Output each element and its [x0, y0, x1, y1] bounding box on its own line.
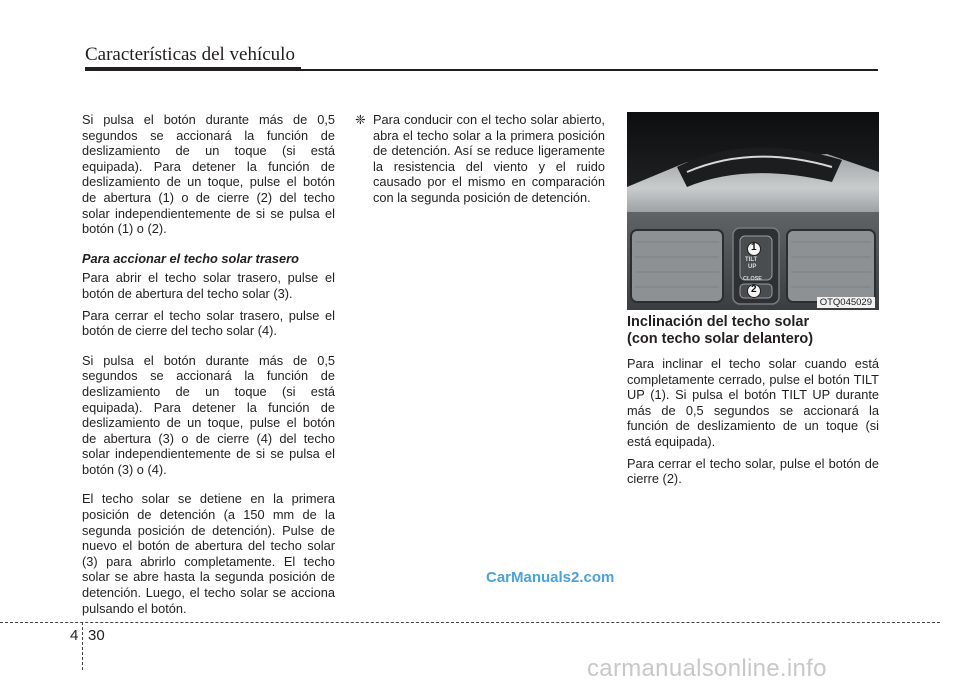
col1-paragraph-4: Si pulsa el botón durante más de 0,5 segundos se accionará la función de deslizamiento de un toque (si está equipada). Para detener la función de deslizamiento de un toque, pulse el botón de abertura (3) o de cierre (4) del techo solar independientemente de si se pulsa el botón (3) o (4).: [82, 352, 335, 477]
note-text: Para conducir con el techo solar abierto, abra el techo solar a la primera posición de detención. Así se reduce ligeramente la resistencia del viento y el ruido causado por el mismo en comparación con la segunda posición de detención.: [373, 112, 605, 205]
page-header-title: Características del vehículo: [85, 44, 295, 65]
footer-page-number: 30: [88, 627, 105, 644]
col3-paragraph-2: Para cerrar el techo solar, pulse el botón de cierre (2).: [627, 455, 879, 487]
figure-btn-up: UP: [748, 264, 757, 270]
col3-heading-line-2: (con techo solar delantero): [627, 331, 814, 347]
header-rule-thick: [85, 67, 301, 71]
col3-heading: [627, 314, 879, 348]
col1-paragraph-1: Si pulsa el botón durante más de 0,5 segundos se accionará la función de deslizamiento de un toque (si está equipada). Para detener la función de deslizamiento de un toque, pulse el botón de abertura (1) o de cierre (2) del techo solar independientemente de si se pulsa el botón (1) o (2).: [82, 112, 335, 237]
col1-paragraph-2: Para abrir el techo solar trasero, pulse el botón de abertura del techo solar (3).: [82, 270, 335, 301]
col3-paragraph-1: Para inclinar el techo solar cuando está completamente cerrado, pulse el botón TILT UP (1). Si pulsa el botón TILT UP durante más de 0,5 segundos se accionará la función de deslizamiento de un toque (si está equipada).: [627, 356, 879, 449]
footer-dashed-rule: [0, 622, 940, 623]
watermark-carmanuals2[interactable]: CarManuals2.com: [486, 569, 615, 586]
col1-paragraph-5: El techo solar se detiene en la primera posición de detención (a 150 mm de la segunda posición de detención). Pulse de nuevo el botón de abertura del techo solar (3) para abrirlo completamente. El techo solar se abre hasta la segunda posición de detención. Luego, el techo solar se acciona pulsando el botón.: [82, 491, 335, 616]
watermark-carmanualsonline[interactable]: carmanualsonline.info: [587, 655, 827, 682]
col1-paragraph-3: Para cerrar el techo solar trasero, pulse el botón de cierre del techo solar (4).: [82, 307, 335, 339]
col1-subheading: Para accionar el techo solar trasero: [82, 250, 299, 266]
header-rule-thin: [301, 69, 878, 71]
figure-label-1: 1: [751, 242, 757, 253]
note-mark-icon: ❈: [355, 112, 366, 127]
footer-section-number: 4: [70, 627, 79, 644]
column-2: [355, 112, 605, 206]
figure-label-2: 2: [751, 284, 757, 295]
footer-vertical-rule: [82, 622, 83, 670]
note-block: [355, 112, 605, 206]
figure-btn-close: CLOSE: [743, 276, 762, 282]
col3-heading-line-1: Inclinación del techo solar: [627, 314, 810, 330]
sunroof-figure: [627, 112, 879, 310]
column-3: [627, 314, 879, 493]
figure-code: OTQ045029: [817, 297, 875, 308]
column-1: [82, 112, 335, 622]
figure-btn-tilt: TILT: [745, 257, 758, 263]
